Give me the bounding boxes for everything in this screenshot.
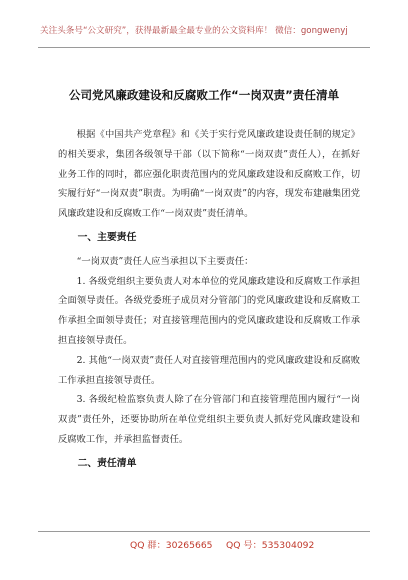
- header-divider: [38, 47, 370, 48]
- footer-qq-group: QQ 群：30265665: [130, 540, 213, 551]
- responsibility-item-3: 3. 各级纪检监察负责人除了在分管部门和直接管理范围内履行“一岗双责”责任外，还要协助所在单位党组织主要负责人抓好党风廉政建设和反腐败工作，并承担监督责任。: [58, 394, 360, 445]
- header-promo-note: 关注头条号“公文研究”，获得最新最全最专业的公文资料库！ 微信：gongwenyj: [40, 26, 348, 36]
- footer-divider: [38, 531, 370, 532]
- section-lead-paragraph: “一岗双责”责任人应当承担以下主要责任：: [76, 255, 254, 267]
- footer-qq-number: QQ 号：535304092: [226, 540, 315, 551]
- section-heading-responsibility-list: 二、责任清单: [77, 457, 137, 469]
- document-body: [58, 125, 360, 478]
- document-title: 公司党风廉政建设和反腐败工作“一岗双责”责任清单: [68, 88, 340, 102]
- intro-paragraph: 根据《中国共产党章程》和《关于实行党风廉政建设责任制的规定》的相关要求，集团各级领导干部（以下简称“一岗双责”责任人），在抓好业务工作的同时，都应强化职责范围内的党风廉政建设和反腐败工作，切实履行好“一岗双责”职责。为明确“一岗双责”的内容，现发布建融集团党风廉政建设和反腐败工作“一岗双责”责任清单。: [58, 129, 360, 220]
- responsibility-item-2: 2. 其他“一岗双责”责任人对直接管理范围内的党风廉政建设和反腐败工作承担直接领导责任。: [58, 354, 360, 386]
- responsibility-item-1: 1. 各级党组织主要负责人对本单位的党风廉政建设和反腐败工作承担全面领导责任。各级党委班子成员对分管部门的党风廉政建设和反腐败工作承担全面领导责任；对直接管理范围内的党风廉政建设和反腐败工作承担直接领导责任。: [58, 275, 360, 346]
- section-heading-main-responsibilities: 一、主要责任: [77, 231, 137, 243]
